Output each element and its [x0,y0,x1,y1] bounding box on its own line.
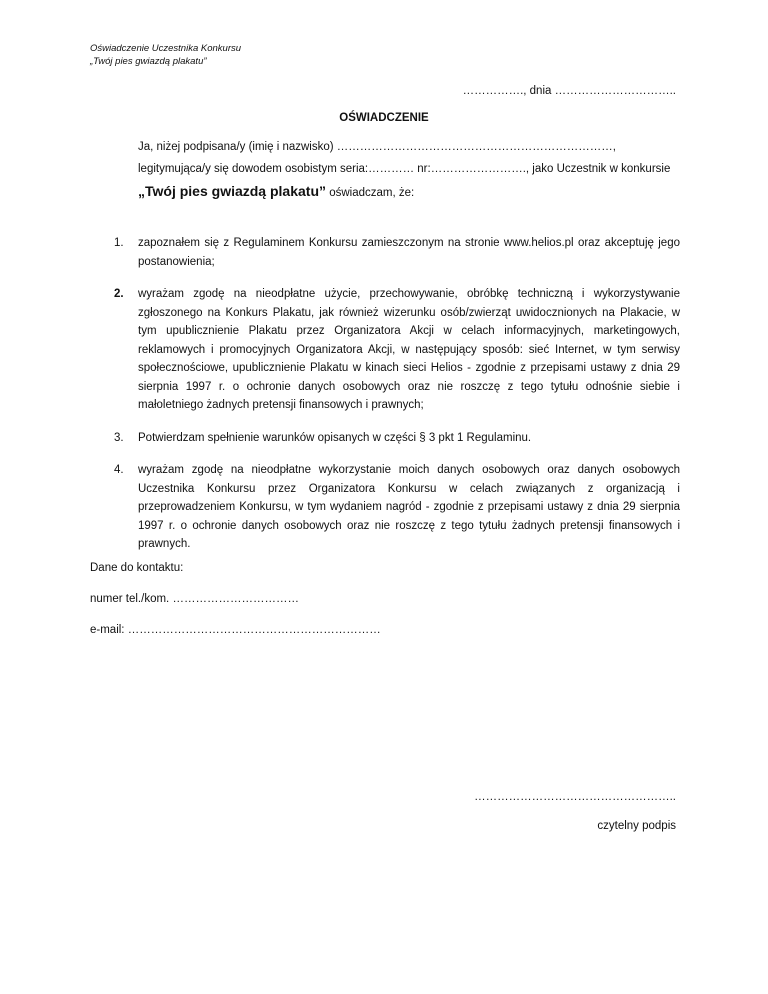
declaration-list [90,234,680,568]
email-field[interactable]: e-mail: ………………………………………………………… [90,624,381,636]
header-line-1: Oświadczenie Uczestnika Konkursu [90,43,242,54]
item-number: 1. [114,237,124,249]
signature-field[interactable]: …………………………………………….. [474,791,676,803]
phone-field[interactable]: numer tel./kom. …………………………… [90,593,299,605]
document-header [90,42,241,68]
list-item [90,461,680,554]
document-title: OŚWIADCZENIE [339,112,429,124]
item-text: wyrażam zgodę na nieodpłatne użycie, przechowywanie, obróbkę techniczną i wykorzystywanie zgłoszonego na Konkurs Plakatu, jak również wizerunku osób/zwierząt uwidocznionych na Plakacie, w tym upublicznienie Plakatu przez Organizatora Akcji w celach informacyjnych, marketingowych, reklamowych i promocyjnych Organizatora Akcji, w następujący sposób: sieć Internet, w tym serwisy społecznościowe, upublicznienie Plakatu w kinach sieci Helios - zgodnie z przepisami ustawy z dnia 29 sierpnia 1997 r. o ochronie danych osobowych oraz nie roszczę z tego tytułu odnośnie siebie i małoletniego żadnych pretensji finansowych i prawnych; [138,288,680,411]
intro-text-end: oświadczam, że: [326,187,415,199]
contest-name: „Twój pies gwiazdą plakatu” [138,183,326,199]
item-number: 3. [114,431,124,444]
date-line: ……………., dnia ………………………….. [462,85,676,97]
signature-label: czytelny podpis [597,820,676,832]
item-text: Potwierdzam spełnienie warunków opisanych w części § 3 pkt 1 Regulaminu. [138,431,532,444]
header-line-2: „Twój pies gwiazdą plakatu” [90,56,207,67]
list-item [90,285,680,415]
item-number: 4. [114,464,124,476]
list-item [90,234,680,271]
list-item [90,429,680,448]
item-text: zapoznałem się z Regulaminem Konkursu zamieszczonym na stronie www.helios.pl oraz akceptuję jego postanowienia; [138,237,680,268]
contact-heading: Dane do kontaktu: [90,562,184,574]
item-text: wyrażam zgodę na nieodpłatne wykorzystanie moich danych osobowych oraz danych osobowych Uczestnika Konkursu przez Organizatora Konkursu w celach związanych z organizacją i przeprowadzeniem Konkursu, w tym wydaniem nagród - zgodnie z przepisami ustawy z dnia 29 sierpnia 1997 r. o ochronie danych osobowych oraz nie roszczę z tego tytułu żadnych pretensji finansowych i prawnych. [138,464,680,550]
intro-paragraph [138,136,678,204]
item-number: 2. [114,288,124,300]
intro-text: Ja, niżej podpisana/y (imię i nazwisko) ………………………………………………………………, legitymująca/y się dowodem osobistym seria:………… nr:……………………., jako Uczestnik w konkursie [138,141,671,175]
